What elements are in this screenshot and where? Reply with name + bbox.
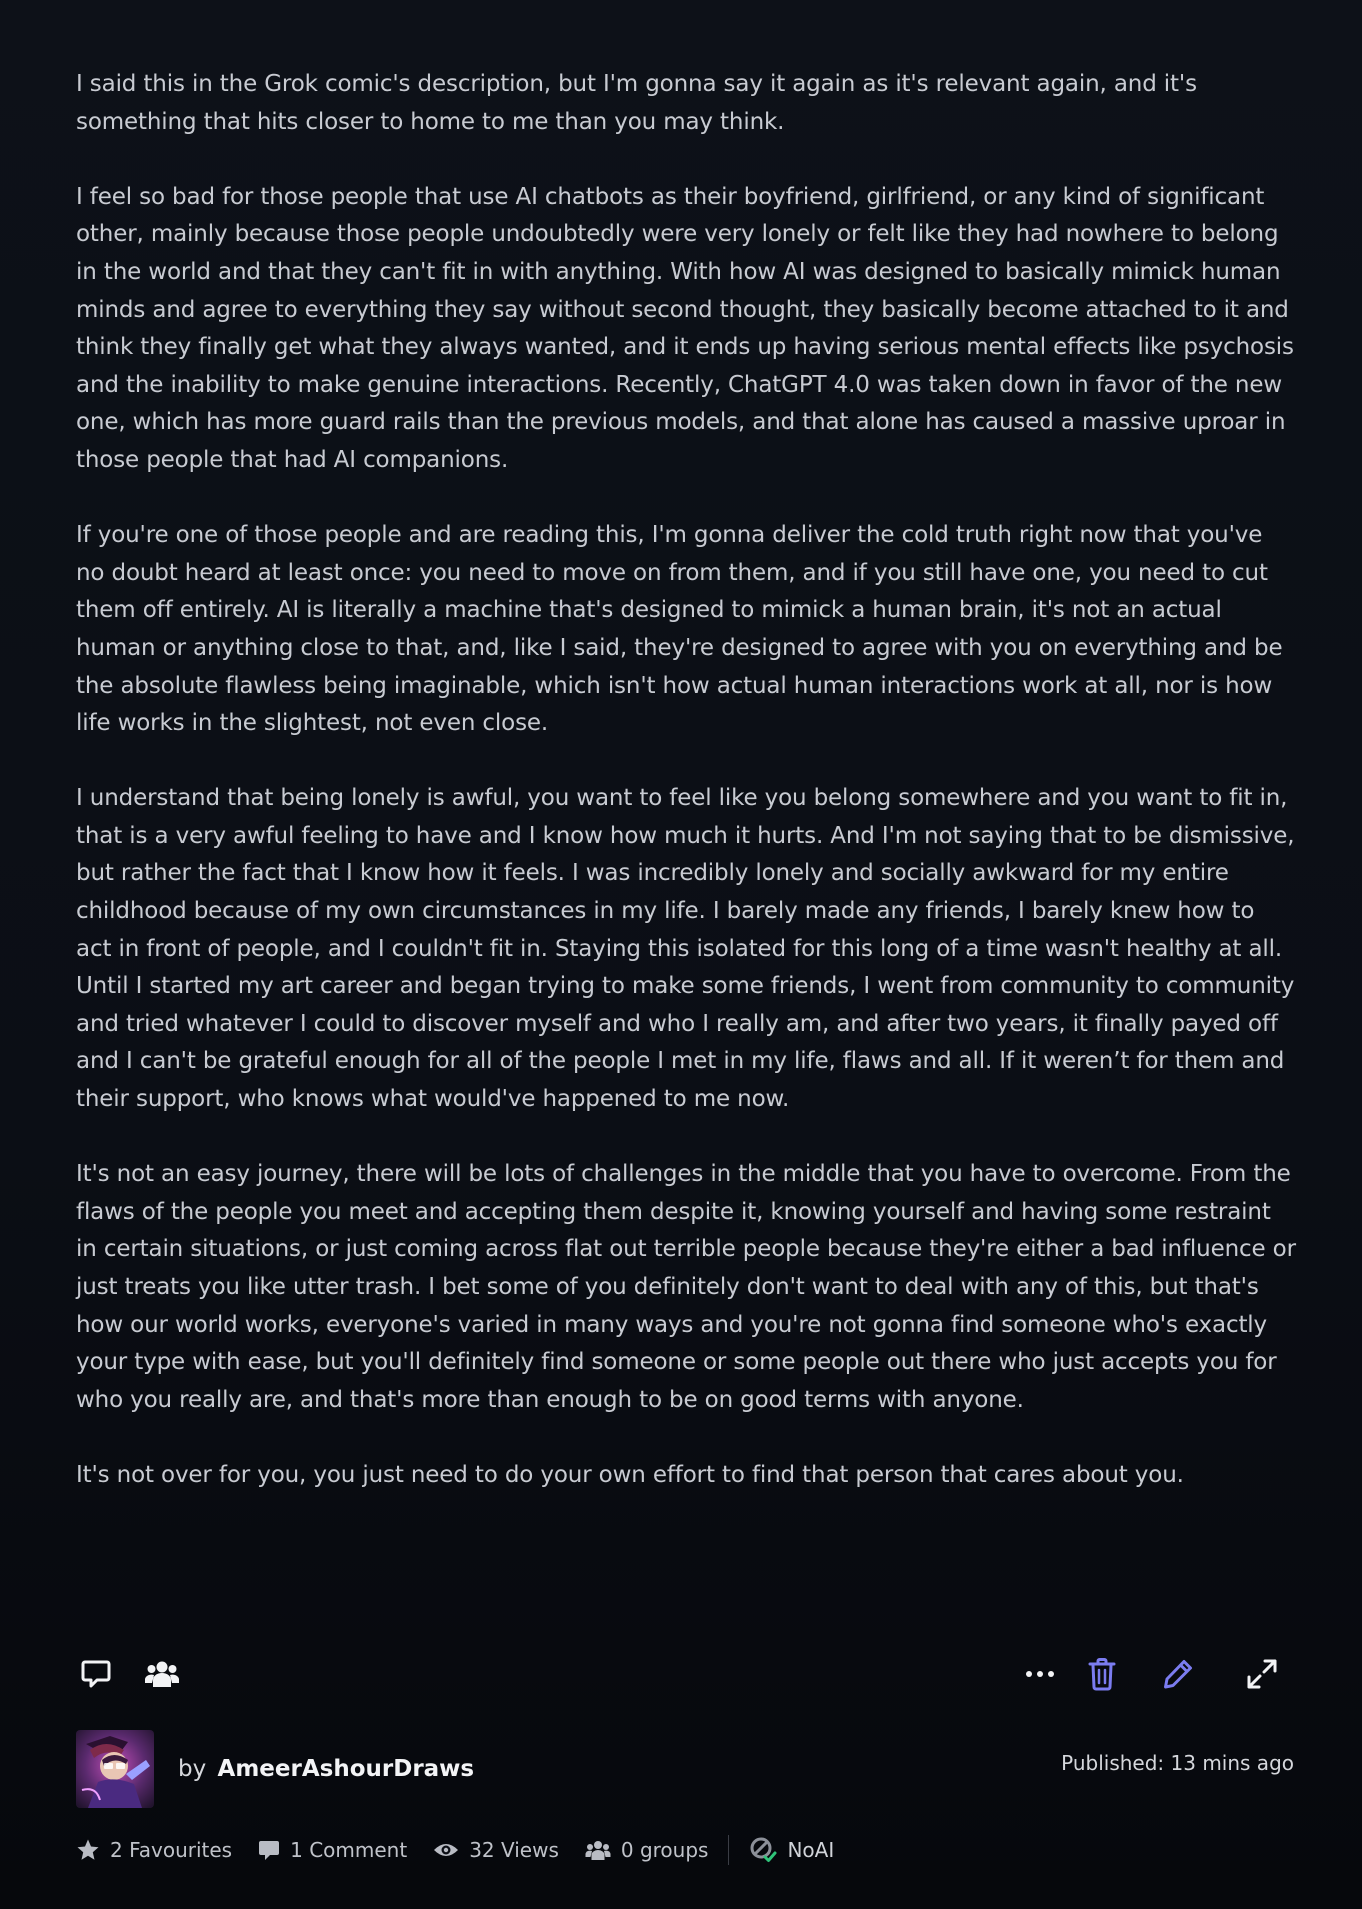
delete-button[interactable]: [1078, 1652, 1126, 1696]
add-to-group-button[interactable]: [138, 1652, 186, 1696]
comment-icon: [258, 1839, 280, 1861]
description-text: [76, 66, 1296, 1532]
avatar[interactable]: [76, 1730, 154, 1808]
avatar-image: [76, 1730, 154, 1808]
author-name-link[interactable]: AmeerAshourDraws: [217, 1756, 475, 1782]
groups-count: 0 groups: [620, 1838, 709, 1862]
groups-icon: [585, 1839, 611, 1861]
views-count: 32 Views: [469, 1838, 559, 1862]
comments-count: 1 Comment: [290, 1838, 408, 1862]
star-icon: [76, 1838, 100, 1862]
author-info: [76, 1729, 1294, 1809]
description-paragraph: I feel so bad for those people that use AI chatbots as their boyfriend, girlfriend, or any kind of significant other, mainly because those people undoubtedly were very lonely or felt like they had nowhere to belong in the world and that they can't fit in with anything. With how AI was designed to basically mimick human minds and agree to everything they say without second thought, they basically become attached to it and think they finally get what they always wanted, and it ends up having serious mental effects like psychosis and the inability to make genuine interactions. Recently, ChatGPT 4.0 was taken down in favor of the new one, which has more guard rails than the previous models, and that alone has caused a massive uproar in those people that had AI companions.: [76, 183, 1294, 473]
action-toolbar: [76, 1652, 1286, 1696]
more-icon: [1024, 1669, 1056, 1679]
expand-button[interactable]: [1238, 1652, 1286, 1696]
comment-icon: [80, 1658, 112, 1690]
more-options-button[interactable]: [1016, 1652, 1064, 1696]
published-time: Published: 13 mins ago: [1061, 1751, 1294, 1775]
comments-stat[interactable]: [258, 1838, 407, 1862]
description-paragraph: I said this in the Grok comic's description, but I'm gonna say it again as it's relevant again, and it's something that hits closer to home to me than you may think.: [76, 71, 1197, 135]
noai-badge[interactable]: [749, 1836, 834, 1864]
noai-icon: [749, 1836, 777, 1864]
groups-icon: [144, 1658, 180, 1690]
description-paragraph: I understand that being lonely is awful, you want to feel like you belong somewhere and you want to fit in, that is a very awful feeling to have and I know how much it hurts. And I'm not saying that to be dismissive, but rather the fact that I know how it feels. I was incredibly lonely and socially awkward for my entire childhood because of my own circumstances in my life. I barely made any friends, I barely knew how to act in front of people, and I couldn't fit in. Staying this isolated for this long of a time wasn't healthy at all. Until I started my art career and began trying to make some friends, I went from community to community and tried whatever I could to discover myself and who I really am, and after two years, it finally payed off and I can't be grateful enough for all of the people I met in my life, flaws and all. If it weren’t for them and their support, who knows what would've happened to me now.: [76, 785, 1295, 1113]
edit-button[interactable]: [1154, 1652, 1202, 1696]
description-paragraph: It's not over for you, you just need to do your own effort to find that person that cares about you.: [76, 1461, 1184, 1488]
toolbar-left: [76, 1652, 186, 1696]
views-stat: [433, 1838, 559, 1862]
eye-icon: [433, 1840, 459, 1860]
noai-label: NoAI: [787, 1838, 835, 1862]
edit-icon: [1162, 1658, 1194, 1690]
favourites-count: 2 Favourites: [110, 1838, 233, 1862]
author-byline: [178, 1756, 474, 1782]
groups-stat[interactable]: [585, 1838, 709, 1862]
expand-icon: [1246, 1658, 1278, 1690]
description-paragraph: If you're one of those people and are reading this, I'm gonna deliver the cold truth right now that you've no doubt heard at least once: you need to move on from them, and if you still have one, you need to cut them off entirely. AI is literally a machine that's designed to mimick a human brain, it's not an actual human or anything close to that, and, like I said, they're designed to agree with you on everything and be the absolute flawless being imaginable, which isn't how actual human interactions work at all, nor is how life works in the slightest, not even close.: [76, 522, 1283, 737]
toolbar-right: [1016, 1652, 1286, 1696]
comment-button[interactable]: [72, 1652, 120, 1696]
stats-divider: [728, 1835, 729, 1865]
by-label: by: [178, 1756, 207, 1782]
favourites-stat[interactable]: [76, 1838, 232, 1862]
delete-icon: [1087, 1657, 1117, 1691]
description-paragraph: It's not an easy journey, there will be lots of challenges in the middle that you have to overcome. From the flaws of the people you meet and accepting them despite it, knowing yourself and having some restraint in certain situations, or just coming across flat out terrible people because they're either a bad influence or just treats you like utter trash. I bet some of you definitely don't want to deal with any of this, but that's how our world works, everyone's varied in many ways and you're not gonna find someone who's exactly your type with ease, but you'll definitely find someone or some people out there who just accepts you for who you really are, and that's more than enough to be on good terms with anyone.: [76, 1161, 1296, 1413]
stats-bar: [76, 1832, 834, 1868]
